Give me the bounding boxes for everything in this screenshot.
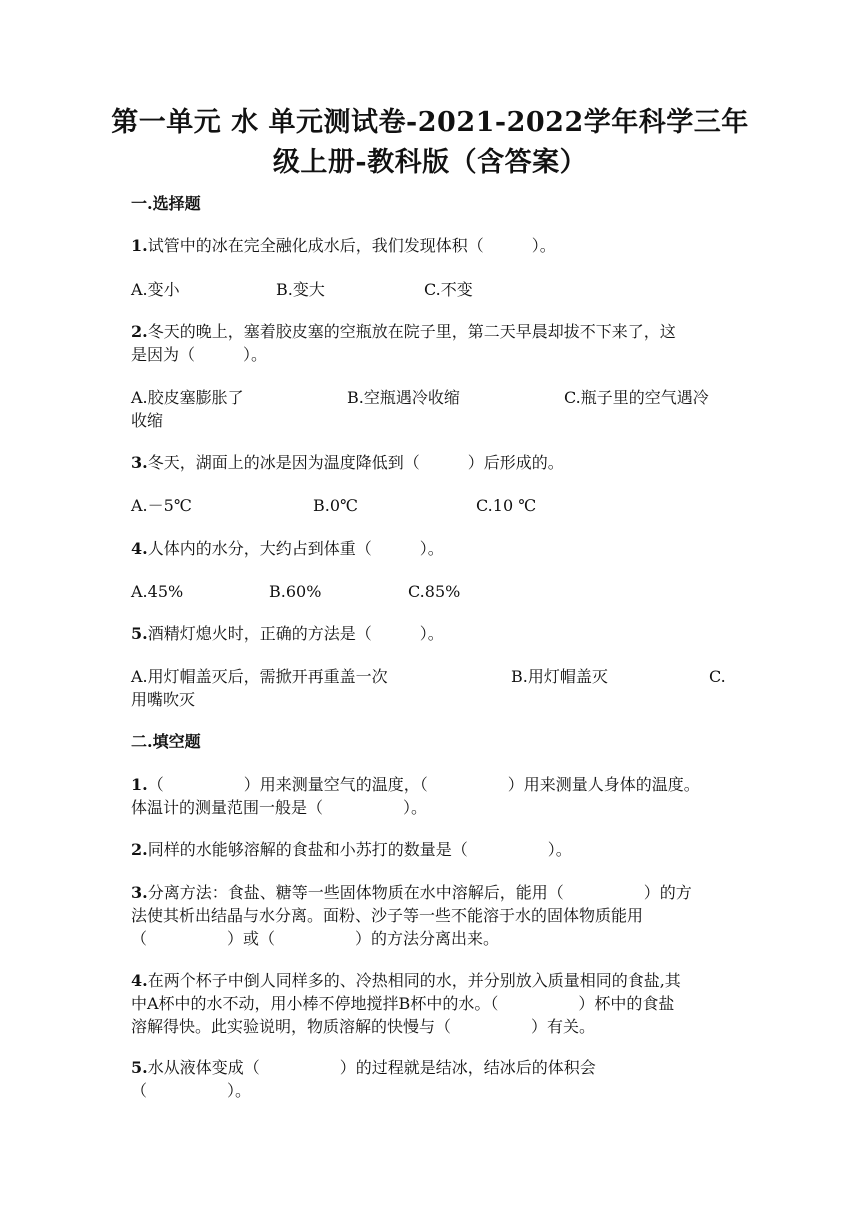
question-number: 3. [131, 883, 148, 902]
question-number: 2. [131, 840, 148, 859]
question-text-line-1: 冬天的晚上，塞着胶皮塞的空瓶放在院子里，第二天早晨却拔不下来了，这 [147, 322, 676, 341]
question-text: 冬天，湖面上的冰是因为温度降低到（ ）后形成的。 [147, 453, 564, 472]
option-b: B.用灯帽盖灭 [511, 667, 608, 686]
fill-question-2 [131, 838, 572, 862]
fill-question-1 [131, 773, 700, 797]
question-4 [131, 537, 444, 561]
question-number: 2. [131, 322, 148, 341]
fill-question-3-line-3: （ ）或（ ）的方法分离出来。 [131, 929, 500, 948]
question-2 [131, 320, 676, 344]
question-number: 5. [131, 1058, 148, 1077]
question-number: 1. [131, 775, 148, 794]
question-number: 3. [131, 453, 148, 472]
question-3 [131, 451, 564, 475]
question-number: 5. [131, 624, 148, 643]
question-text-line-1: 水从液体变成（ ）的过程就是结冰，结冰后的体积会 [147, 1058, 596, 1077]
question-1 [131, 234, 556, 258]
question-number: 4. [131, 971, 148, 990]
question-number: 1. [131, 236, 148, 255]
option-c-continued: 收缩 [131, 411, 164, 430]
question-2-line-2: 是因为（ ）。 [131, 345, 268, 364]
fill-question-4-line-2: 中A杯中的水不动，用小棒不停地搅拌B杯中的水。（ ）杯中的食盐 [131, 994, 675, 1013]
section-heading-fill-blank: 二.填空题 [131, 732, 201, 751]
option-a: A.用灯帽盖灭后，需掀开再重盖一次 [131, 667, 388, 686]
option-c-continued: 用嘴吹灭 [131, 690, 196, 709]
option-a: A.45% [131, 582, 184, 601]
section-heading-choice: 一.选择题 [131, 194, 201, 213]
option-c: C.不变 [424, 280, 473, 299]
question-text-line-1: 分离方法：食盐、糖等一些固体物质在水中溶解后，能用（ ）的方 [147, 883, 692, 902]
question-text: 同样的水能够溶解的食盐和小苏打的数量是（ ）。 [147, 840, 572, 859]
option-b: B.空瓶遇冷收缩 [347, 388, 460, 407]
question-5 [131, 622, 444, 646]
fill-question-3-line-2: 法使其析出结晶与水分离。面粉、沙子等一些不能溶于水的固体物质能用 [131, 906, 644, 925]
fill-question-3 [131, 881, 692, 905]
title-line-1: 第一单元 水 单元测试卷-2021-2022学年科学三年 [111, 107, 749, 138]
question-text-line-1: （ ）用来测量空气的温度，（ ）用来测量人身体的温度。 [147, 775, 700, 794]
option-c: C.瓶子里的空气遇冷 [564, 388, 709, 407]
fill-question-4-line-3: 溶解得快。此实验说明，物质溶解的快慢与（ ）有关。 [131, 1017, 596, 1036]
question-text-line-1: 在两个杯子中倒人同样多的、冷热相同的水，并分别放入质量相同的食盐,其 [147, 971, 681, 990]
question-number: 4. [131, 539, 148, 558]
option-b: B.60% [269, 582, 322, 601]
title-line-2: 级上册-教科版（含答案） [272, 147, 588, 178]
option-c: C. [709, 667, 726, 686]
option-a: A.－5℃ [131, 496, 192, 515]
fill-question-4 [131, 969, 681, 993]
fill-question-5-line-2: （ ）。 [131, 1081, 252, 1100]
question-text: 试管中的冰在完全融化成水后，我们发现体积（ ）。 [147, 236, 556, 255]
option-a: A.变小 [131, 280, 180, 299]
question-text: 酒精灯熄火时，正确的方法是（ ）。 [147, 624, 444, 643]
option-c: C.85% [408, 582, 461, 601]
option-a: A.胶皮塞膨胀了 [131, 388, 244, 407]
option-b: B.变大 [276, 280, 325, 299]
document-title [60, 103, 800, 183]
question-text: 人体内的水分，大约占到体重（ ）。 [147, 539, 444, 558]
option-b: B.0℃ [313, 496, 358, 515]
option-c: C.10 ℃ [476, 496, 537, 515]
fill-question-1-line-2: 体温计的测量范围一般是（ ）。 [131, 798, 428, 817]
fill-question-5 [131, 1056, 596, 1080]
